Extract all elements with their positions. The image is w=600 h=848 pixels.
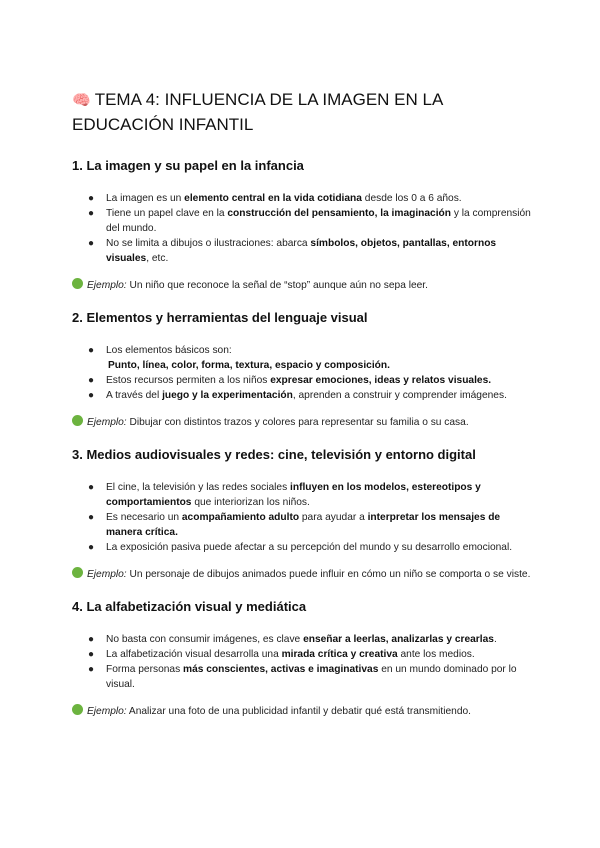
bullet-icon: ● [88,649,95,660]
section-heading: 4. La alfabetización visual y mediática [72,599,307,614]
bullet-icon: ● [88,542,95,553]
bullet-icon: ● [88,634,95,645]
bullet-icon: ● [88,193,95,204]
bullet-list [72,632,532,692]
section-heading: 2. Elementos y herramientas del lenguaje visual [72,310,368,325]
green-circle-icon [72,278,83,289]
list-item: ● La imagen es un elemento central en la vida cotidiana desde los 0 a 6 años. [88,193,462,204]
list-item: ● Forma personas más conscientes, activas e imaginativas en un mundo dominado por lo visual. [88,664,517,690]
list-item: ● Los elementos básicos son: Punto, línea, color, forma, textura, espacio y composición. [88,345,390,371]
brain-icon: 🧠 [72,92,91,109]
green-circle-icon [72,567,83,578]
bullet-list [72,191,532,266]
list-item: ● A través del juego y la experimentación, aprenden a construir y comprender imágenes. [88,390,507,401]
bullet-icon: ● [88,375,95,386]
bullet-icon: ● [88,482,95,493]
bullet-icon: ● [88,512,95,523]
section-heading: 1. La imagen y su papel en la infancia [72,158,304,173]
document-page [72,88,532,735]
list-item: ● La alfabetización visual desarrolla una mirada crítica y creativa ante los medios. [88,649,475,660]
example-note: Ejemplo: Analizar una foto de una publicidad infantil y debatir qué está transmitiendo. [72,704,532,719]
example-note: Ejemplo: Un personaje de dibujos animados puede influir en cómo un niño se comporta o se viste. [72,567,532,582]
list-item: ● Es necesario un acompañamiento adulto para ayudar a interpretar los mensajes de manera crítica. [88,512,501,538]
bullet-list [72,343,532,403]
example-note: Ejemplo: Un niño que reconoce la señal de “stop” aunque aún no sepa leer. [72,278,532,293]
list-item: ● El cine, la televisión y las redes sociales influyen en los modelos, estereotipos y comportamientos que interiorizan los niños. [88,482,481,508]
example-note: Ejemplo: Dibujar con distintos trazos y colores para representar su familia o su casa. [72,415,532,430]
list-item: ● No basta con consumir imágenes, es clave enseñar a leerlas, analizarlas y crearlas. [88,634,497,645]
bullet-icon: ● [88,238,95,249]
list-item: ● Tiene un papel clave en la construcción del pensamiento, la imaginación y la comprensión del mundo. [88,208,531,234]
green-circle-icon [72,415,83,426]
bullet-icon: ● [88,664,95,675]
list-item: ● No se limita a dibujos o ilustraciones: abarca símbolos, objetos, pantallas, entornos visuales, etc. [88,238,497,264]
bullet-icon: ● [88,390,95,401]
list-item: ● Estos recursos permiten a los niños expresar emociones, ideas y relatos visuales. [88,375,492,386]
bullet-icon: ● [88,345,95,356]
document-title: 🧠 TEMA 4: INFLUENCIA DE LA IMAGEN EN LA EDUCACIÓN INFANTIL [72,90,444,134]
green-circle-icon [72,704,83,715]
list-item: ● La exposición pasiva puede afectar a su percepción del mundo y su desarrollo emocional. [88,542,513,553]
bullet-list [72,480,532,555]
sections-container [72,157,532,719]
section-heading: 3. Medios audiovisuales y redes: cine, televisión y entorno digital [72,447,476,462]
bullet-icon: ● [88,208,95,219]
